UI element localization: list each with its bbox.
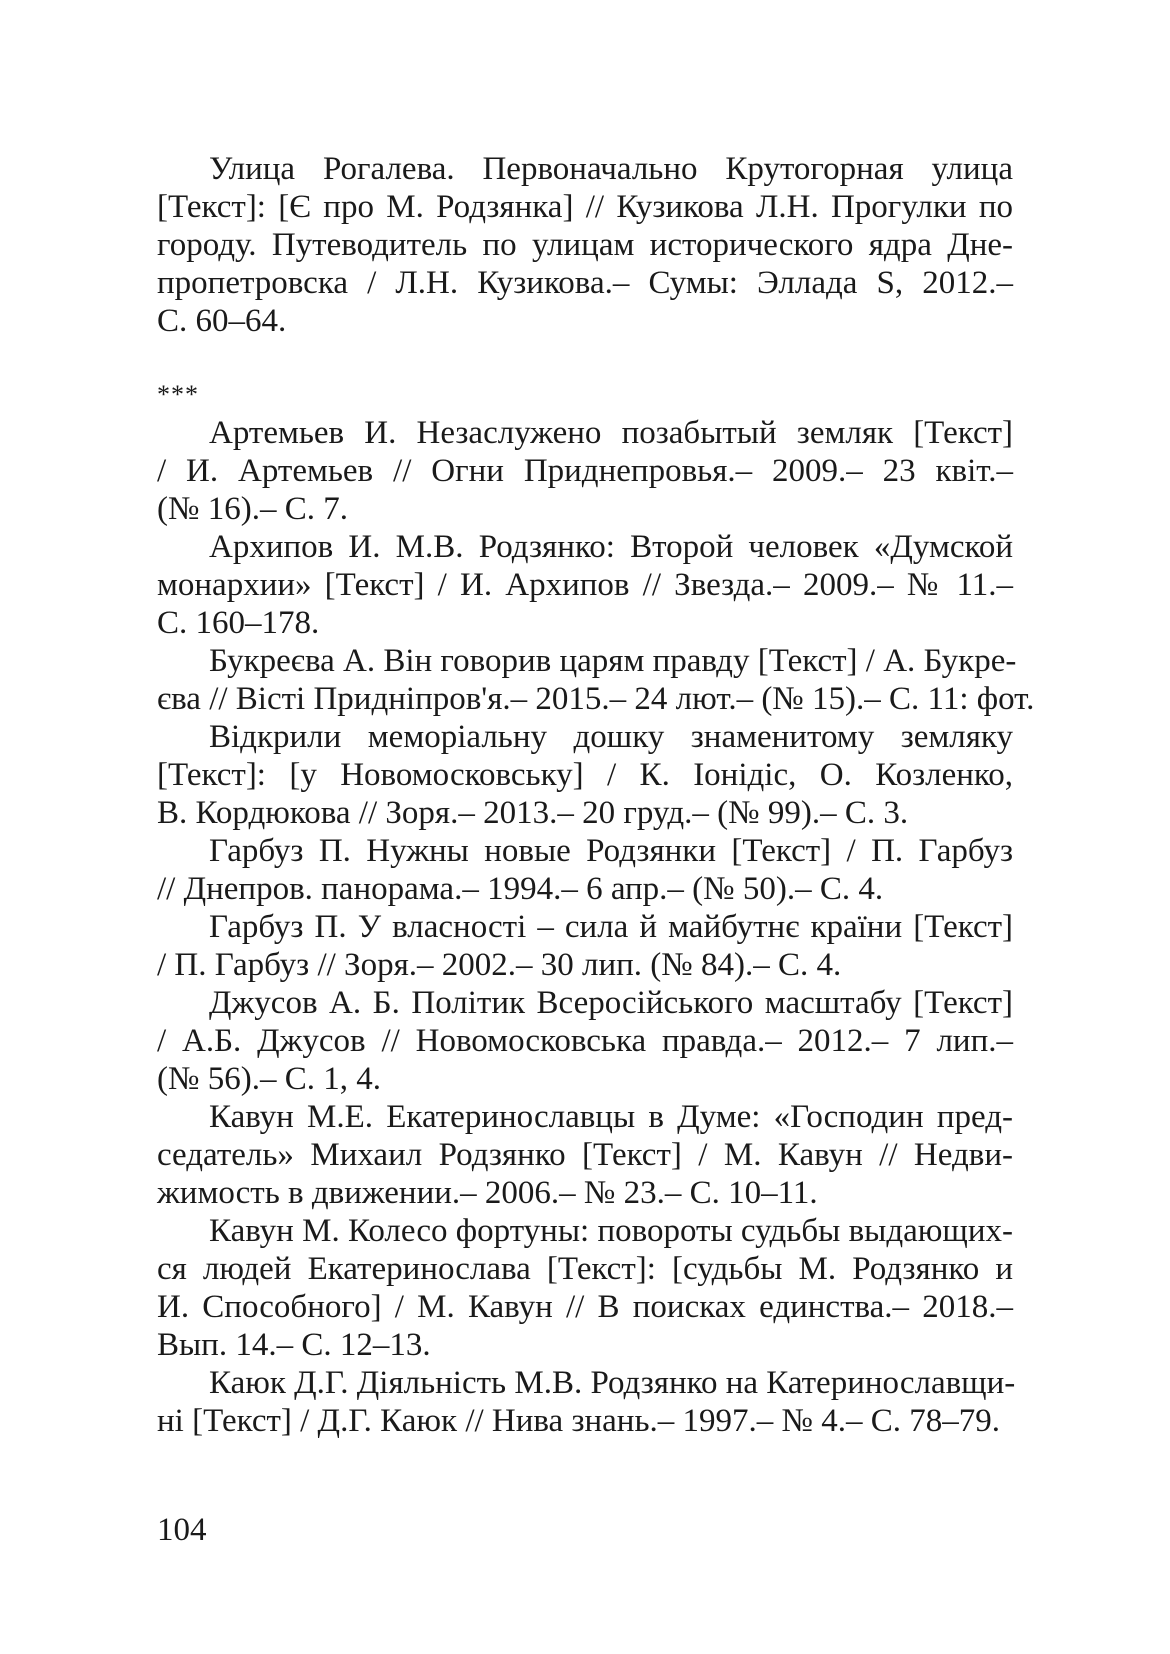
bibliography-entry [157, 832, 1013, 908]
entry-line: городу. Путеводитель по улицам исторического ядра Дне- [157, 227, 1013, 263]
entry-line: С. 60–64. [157, 303, 287, 339]
bibliography-entry [157, 908, 1013, 984]
first-entry [157, 150, 1013, 340]
entry-line: ні [Текст] / Д.Г. Каюк // Нива знань.– 1997.– № 4.– С. 78–79. [157, 1403, 1000, 1439]
entry-line: Гарбуз П. Нужны новые Родзянки [Текст] / П. Гарбуз [209, 833, 1013, 869]
entry-line: / А.Б. Джусов // Новомосковська правда.– 2012.– 7 лип.– [157, 1023, 1013, 1059]
entry-line: Архипов И. М.В. Родзянко: Второй человек «Думской [209, 529, 1013, 565]
bibliography-entry [157, 528, 1013, 642]
entry-line: Каюк Д.Г. Діяльність М.В. Родзянко на Катеринославщи- [209, 1365, 1016, 1401]
entry-line: (№ 56).– С. 1, 4. [157, 1061, 381, 1097]
section-separator: *** [157, 380, 199, 409]
entry-line: Кавун М.Е. Екатеринославцы в Думе: «Господин пред- [209, 1099, 1013, 1135]
bibliography-entry [157, 1212, 1013, 1364]
bibliography-list [157, 414, 1035, 1440]
entry-line: Улица Рогалева. Первоначально Крутогорная улица [209, 151, 1013, 187]
entry-line: Джусов А. Б. Політик Всеросійського масштабу [Текст] [209, 985, 1013, 1021]
entry-line: И. Способного] / М. Кавун // В поисках единства.– 2018.– [157, 1289, 1013, 1325]
entry-line: С. 160–178. [157, 605, 320, 641]
page-number: 104 [157, 1512, 207, 1548]
entry-line: / И. Артемьев // Огни Приднепровья.– 2009.– 23 квіт.– [157, 453, 1013, 489]
entry-line: седатель» Михаил Родзянко [Текст] / М. Кавун // Недви- [157, 1137, 1013, 1173]
entry-line: єва // Вісті Придніпров'я.– 2015.– 24 лют.– (№ 15).– С. 11: фот. [157, 681, 1035, 717]
entry-line: [Текст]: [у Новомосковську] / К. Іонідіс, О. Козленко, [157, 757, 1013, 793]
entry-line: Гарбуз П. У власності – сила й майбутнє країни [Текст] [209, 909, 1013, 945]
entry-line: монархии» [Текст] / И. Архипов // Звезда.– 2009.– № 11.– [157, 567, 1013, 603]
entry-line: ся людей Екатеринослава [Текст]: [судьбы М. Родзянко и [157, 1251, 1013, 1287]
entry-line: жимость в движении.– 2006.– № 23.– С. 10–11. [157, 1175, 818, 1211]
bibliography-entry [157, 984, 1013, 1098]
entry-line: Букреєва А. Він говорив царям правду [Текст] / А. Букре- [209, 643, 1017, 679]
entry-line: Вып. 14.– С. 12–13. [157, 1327, 431, 1363]
entry-line: (№ 16).– С. 7. [157, 491, 348, 527]
bibliography-entry [157, 642, 1035, 718]
entry-line: Кавун М. Колесо фортуны: повороты судьбы выдающих- [209, 1213, 1013, 1249]
entry-line: В. Кордюкова // Зоря.– 2013.– 20 груд.– (№ 99).– С. 3. [157, 795, 909, 831]
bibliography-entry [157, 1364, 1016, 1440]
bibliography-entry [157, 414, 1013, 528]
bibliography-entry [157, 718, 1013, 832]
entry-line: пропетровска / Л.Н. Кузикова.– Сумы: Эллада S, 2012.– [157, 265, 1013, 301]
bibliography-entry [157, 1098, 1013, 1212]
entry-line: // Днепров. панорама.– 1994.– 6 апр.– (№ 50).– С. 4. [157, 871, 884, 907]
entry-line: Артемьев И. Незаслужено позабытый земляк [Текст] [209, 415, 1013, 451]
entry-line: [Текст]: [Є про М. Родзянка] // Кузикова Л.Н. Прогулки по [157, 189, 1013, 225]
entry-line: Відкрили меморіальну дошку знаменитому земляку [209, 719, 1013, 755]
entry-line: / П. Гарбуз // Зоря.– 2002.– 30 лип. (№ 84).– С. 4. [157, 947, 842, 983]
